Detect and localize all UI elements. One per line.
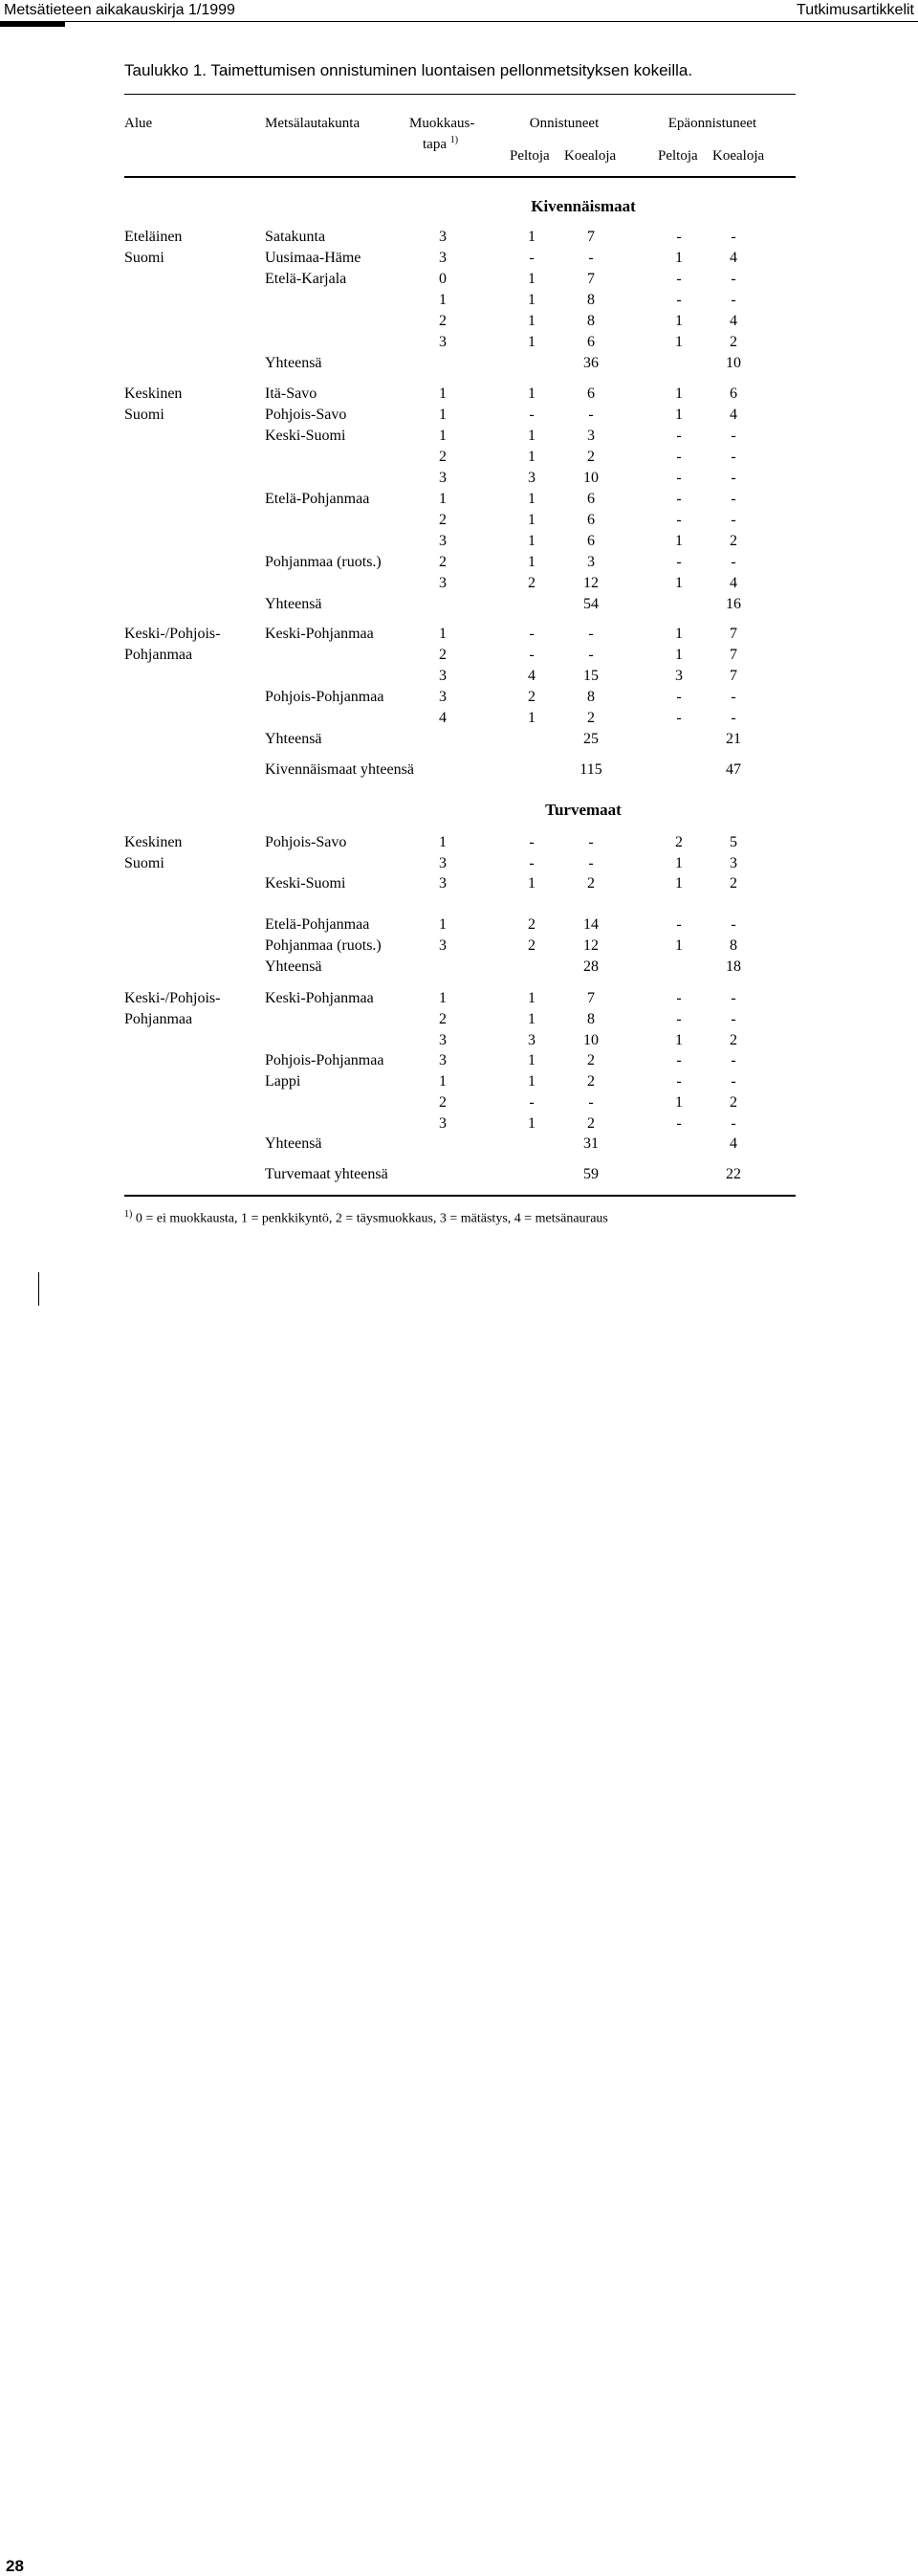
cell-op: 1: [528, 554, 536, 570]
cell-ep: -: [676, 916, 682, 933]
cell-ek: -: [731, 710, 736, 726]
cell-ek: 18: [726, 958, 741, 975]
cell-ek: -: [731, 1011, 736, 1027]
cell-op: 1: [528, 1073, 536, 1090]
cell-ok: 6: [587, 385, 595, 402]
cell-ek: 2: [730, 334, 737, 350]
cell-ok: -: [588, 407, 594, 423]
cell-ok: 3: [587, 428, 595, 444]
top-rule: [124, 94, 796, 95]
cell-ml: Pohjois-Pohjanmaa: [265, 689, 384, 705]
cell-m: 3: [439, 875, 447, 892]
cell-ok: 2: [587, 1052, 595, 1068]
cell-ep: 2: [675, 834, 683, 850]
cell-ep: -: [676, 292, 682, 308]
cell-alue: Keskinen: [124, 385, 183, 402]
cell-ok: 6: [587, 491, 595, 507]
cell-ok: -: [588, 855, 594, 871]
cell-m: 2: [439, 449, 447, 465]
cell-m: 3: [439, 334, 447, 350]
cell-ep: 1: [675, 575, 683, 591]
bottom-rule: [124, 1195, 796, 1197]
cell-ml: Itä-Savo: [265, 385, 317, 402]
section-kivennaismaat: Kivennäismaat: [531, 197, 636, 215]
cell-op: -: [529, 1094, 535, 1111]
cell-alue: Pohjanmaa: [124, 647, 193, 663]
cell-ok: 3: [587, 554, 595, 570]
cell-ep: 1: [675, 1032, 683, 1048]
cell-ok: 8: [587, 1011, 595, 1027]
cell-ok: 10: [583, 470, 599, 486]
cell-ek: 21: [726, 731, 741, 747]
section-turvemaat: Turvemaat: [545, 801, 622, 819]
cell-ok: 8: [587, 313, 595, 329]
cell-m: 3: [439, 1032, 447, 1048]
cell-ek: -: [731, 449, 736, 465]
cell-m: 1: [439, 407, 447, 423]
cell-ok: 25: [583, 731, 599, 747]
cell-ep: 1: [675, 937, 683, 954]
cell-ek: -: [731, 1052, 736, 1068]
cell-ok: 115: [579, 761, 602, 778]
cell-ep: 1: [675, 533, 683, 549]
cell-op: -: [529, 855, 535, 871]
cell-op: 1: [528, 491, 536, 507]
cell-ek: 4: [730, 407, 737, 423]
cell-op: -: [529, 250, 535, 266]
cell-ek: 3: [730, 855, 737, 871]
col-muokkaus: Muokkaus-: [409, 116, 475, 131]
cell-ek: -: [731, 554, 736, 570]
cell-ep: 1: [675, 626, 683, 642]
cell-alue: Suomi: [124, 855, 164, 871]
cell-ep: -: [676, 512, 682, 528]
cell-ek: -: [731, 1073, 736, 1090]
cell-op: 1: [528, 385, 536, 402]
cell-ep: -: [676, 710, 682, 726]
cell-ek: -: [731, 271, 736, 287]
cell-ok: -: [588, 626, 594, 642]
cell-ok: -: [588, 1094, 594, 1111]
cell-ml: Pohjois-Pohjanmaa: [265, 1052, 384, 1068]
cell-ek: -: [731, 689, 736, 705]
cell-ep: 1: [675, 250, 683, 266]
cell-ek: -: [731, 491, 736, 507]
cell-alue: Suomi: [124, 250, 164, 266]
col-epa-peltoja: Peltoja: [658, 148, 698, 164]
cell-ek: 4: [730, 250, 737, 266]
cell-op: 2: [528, 689, 536, 705]
cell-alue: Suomi: [124, 407, 164, 423]
cell-ek: 2: [730, 875, 737, 892]
cell-ep: -: [676, 554, 682, 570]
cell-ep: 1: [675, 1094, 683, 1111]
cell-ml: Satakunta: [265, 229, 326, 245]
header-rule: [0, 21, 918, 22]
cell-ek: -: [731, 229, 736, 245]
cell-op: 1: [528, 229, 536, 245]
cell-ep: 1: [675, 334, 683, 350]
cell-op: -: [529, 407, 535, 423]
cell-m: 1: [439, 916, 447, 933]
col-onnistuneet: Onnistuneet: [529, 116, 600, 131]
cell-ml: Yhteensä: [265, 355, 322, 371]
cell-ek: 6: [730, 385, 737, 402]
cell-ek: -: [731, 1115, 736, 1132]
cell-ml: Uusimaa-Häme: [265, 250, 361, 266]
journal-name: Metsätieteen aikakauskirja 1/1999: [4, 2, 235, 18]
cell-op: 1: [528, 710, 536, 726]
cell-ml: Kivennäismaat yhteensä: [265, 761, 414, 778]
cell-ml: Pohjanmaa (ruots.): [265, 937, 382, 954]
cell-op: -: [529, 834, 535, 850]
cell-m: 3: [439, 470, 447, 486]
col-epa-koealoja: Koealoja: [712, 148, 765, 164]
footnote: $^{1)}$ 0 = ei muokkausta, 1 = penkkikyntö, 2 = täysmuokkaus, 3 = mätästys, 4 = metsänauraus: [124, 1209, 608, 1226]
cell-m: 4: [439, 710, 447, 726]
cell-op: 1: [528, 334, 536, 350]
cell-ok: 2: [587, 710, 595, 726]
cell-op: 2: [528, 575, 536, 591]
cell-m: 3: [439, 668, 447, 684]
cell-op: 1: [528, 1115, 536, 1132]
cell-op: 1: [528, 1011, 536, 1027]
cell-ml: Lappi: [265, 1073, 301, 1090]
running-header: [0, 0, 918, 21]
section-name: Tutkimusartikkelit: [797, 2, 914, 18]
cell-m: 3: [439, 229, 447, 245]
cell-ok: 59: [583, 1166, 599, 1182]
cell-ep: -: [676, 1115, 682, 1132]
cell-m: 3: [439, 533, 447, 549]
cell-ep: -: [676, 271, 682, 287]
cell-ml: Keski-Suomi: [265, 875, 346, 892]
cell-ek: 4: [730, 575, 737, 591]
cell-m: 3: [439, 689, 447, 705]
cell-op: 1: [528, 1052, 536, 1068]
cell-ek: -: [731, 292, 736, 308]
cell-op: 4: [528, 668, 536, 684]
cell-m: 1: [439, 491, 447, 507]
cell-alue: Keski-/Pohjois-: [124, 626, 221, 642]
cell-op: 1: [528, 313, 536, 329]
cell-ok: 12: [583, 575, 599, 591]
cell-ml: Pohjanmaa (ruots.): [265, 554, 382, 570]
cell-m: 3: [439, 575, 447, 591]
cell-ml: Yhteensä: [265, 731, 322, 747]
cell-ml: Etelä-Pohjanmaa: [265, 491, 370, 507]
cell-ok: 36: [583, 355, 599, 371]
cell-op: 3: [528, 1032, 536, 1048]
header-rule-bottom: [124, 176, 796, 178]
cell-ml: Turvemaat yhteensä: [265, 1166, 388, 1182]
cell-ml: Keski-Pohjanmaa: [265, 990, 374, 1006]
cell-ok: 8: [587, 292, 595, 308]
cell-ep: -: [676, 449, 682, 465]
cell-m: 3: [439, 937, 447, 954]
cell-ml: Pohjois-Savo: [265, 834, 347, 850]
cell-m: 2: [439, 512, 447, 528]
cell-ok: 7: [587, 990, 595, 1006]
cell-ok: 54: [583, 596, 599, 612]
col-epaonnistuneet: Epäonnistuneet: [667, 116, 757, 131]
cell-alue: Keskinen: [124, 834, 183, 850]
cell-alue: Keski-/Pohjois-: [124, 990, 221, 1006]
cell-ep: -: [676, 990, 682, 1006]
page-number: 28: [6, 2557, 24, 2575]
cell-ep: 1: [675, 407, 683, 423]
cell-op: 1: [528, 533, 536, 549]
cell-m: 1: [439, 626, 447, 642]
cell-op: 1: [528, 875, 536, 892]
cell-op: 1: [528, 990, 536, 1006]
cell-m: 3: [439, 855, 447, 871]
cell-m: 1: [439, 1073, 447, 1090]
cell-ek: 22: [726, 1166, 741, 1182]
cell-ok: 2: [587, 1115, 595, 1132]
cell-ok: 31: [583, 1135, 599, 1152]
cell-ep: -: [676, 470, 682, 486]
cell-ok: -: [588, 647, 594, 663]
table-title: Taulukko 1. Taimettumisen onnistuminen luontaisen pellonmetsityksen kokeilla.: [124, 61, 693, 79]
cell-m: 2: [439, 647, 447, 663]
cell-ep: 1: [675, 313, 683, 329]
cell-ep: 3: [675, 668, 683, 684]
cell-ok: -: [588, 834, 594, 850]
cell-m: 3: [439, 250, 447, 266]
cell-op: 1: [528, 449, 536, 465]
cell-ok: 6: [587, 533, 595, 549]
cell-alue: Pohjanmaa: [124, 1011, 193, 1027]
col-onn-koealoja: Koealoja: [564, 148, 617, 164]
cell-ek: 7: [730, 668, 737, 684]
cell-m: 1: [439, 292, 447, 308]
cell-op: 2: [528, 937, 536, 954]
cell-ek: -: [731, 470, 736, 486]
col-muokkaus-line2: tapa $^{1)}$: [423, 135, 459, 152]
cell-ek: -: [731, 916, 736, 933]
cell-ek: 4: [730, 313, 737, 329]
cell-m: 2: [439, 1094, 447, 1111]
cell-m: 2: [439, 313, 447, 329]
page-number-box: [0, 1272, 38, 2575]
cell-ek: 4: [730, 1135, 737, 1152]
cell-ok: -: [588, 250, 594, 266]
cell-ok: 12: [583, 937, 599, 954]
cell-ok: 7: [587, 229, 595, 245]
cell-ep: -: [676, 1011, 682, 1027]
col-onn-peltoja: Peltoja: [510, 148, 550, 164]
cell-ep: -: [676, 689, 682, 705]
cell-ek: -: [731, 512, 736, 528]
cell-op: 2: [528, 916, 536, 933]
cell-ml: Pohjois-Savo: [265, 407, 347, 423]
cell-ep: -: [676, 491, 682, 507]
cell-m: 0: [439, 271, 447, 287]
cell-ok: 2: [587, 449, 595, 465]
cell-ek: -: [731, 990, 736, 1006]
cell-ok: 7: [587, 271, 595, 287]
cell-ep: 1: [675, 385, 683, 402]
cell-m: 2: [439, 1011, 447, 1027]
cell-ml: Yhteensä: [265, 596, 322, 612]
col-alue: Alue: [124, 116, 153, 131]
cell-op: -: [529, 647, 535, 663]
cell-ok: 8: [587, 689, 595, 705]
cell-op: 1: [528, 428, 536, 444]
cell-ok: 14: [583, 916, 599, 933]
cell-ml: Etelä-Pohjanmaa: [265, 916, 370, 933]
cell-ek: 2: [730, 1032, 737, 1048]
cell-ml: Yhteensä: [265, 1135, 322, 1152]
cell-ok: 10: [583, 1032, 599, 1048]
cell-op: 1: [528, 512, 536, 528]
cell-m: 1: [439, 385, 447, 402]
cell-ek: -: [731, 428, 736, 444]
cell-ep: -: [676, 1073, 682, 1090]
cell-ok: 6: [587, 512, 595, 528]
cell-op: 3: [528, 470, 536, 486]
cell-m: 3: [439, 1115, 447, 1132]
cell-ep: -: [676, 1052, 682, 1068]
cell-ek: 2: [730, 1094, 737, 1111]
cell-ek: 7: [730, 626, 737, 642]
cell-ek: 5: [730, 834, 737, 850]
cell-op: 1: [528, 292, 536, 308]
cell-ep: -: [676, 428, 682, 444]
cell-ek: 8: [730, 937, 737, 954]
cell-ep: -: [676, 229, 682, 245]
cell-ml: Keski-Pohjanmaa: [265, 626, 374, 642]
cell-ep: 1: [675, 647, 683, 663]
cell-ok: 15: [583, 668, 599, 684]
cell-alue: Eteläinen: [124, 229, 183, 245]
cell-m: 1: [439, 834, 447, 850]
cell-ek: 16: [726, 596, 741, 612]
cell-op: -: [529, 626, 535, 642]
cell-ok: 2: [587, 1073, 595, 1090]
cell-ek: 7: [730, 647, 737, 663]
cell-ml: Yhteensä: [265, 958, 322, 975]
cell-ek: 47: [726, 761, 741, 778]
cell-ok: 2: [587, 875, 595, 892]
cell-m: 1: [439, 428, 447, 444]
cell-ep: 1: [675, 875, 683, 892]
cell-ok: 6: [587, 334, 595, 350]
cell-m: 1: [439, 990, 447, 1006]
cell-ep: 1: [675, 855, 683, 871]
page-number-rule: [38, 1272, 39, 1306]
cell-op: 1: [528, 271, 536, 287]
cell-ml: Etelä-Karjala: [265, 271, 347, 287]
cell-ml: Keski-Suomi: [265, 428, 346, 444]
cell-m: 2: [439, 554, 447, 570]
header-bar: [0, 21, 65, 27]
cell-ok: 28: [583, 958, 599, 975]
cell-m: 3: [439, 1052, 447, 1068]
cell-ek: 10: [726, 355, 741, 371]
col-metsalautakunta: Metsälautakunta: [265, 116, 361, 131]
cell-ek: 2: [730, 533, 737, 549]
